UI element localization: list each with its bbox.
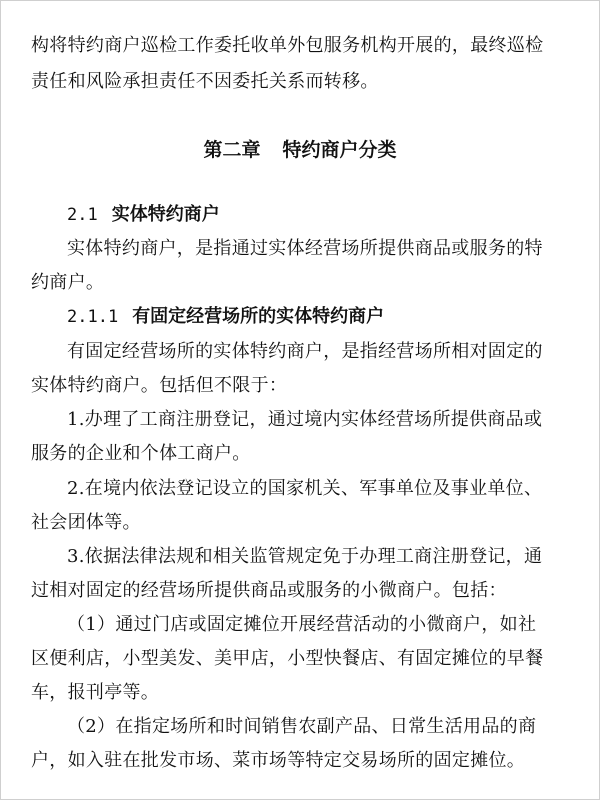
sub-item-1-line-2: 区便利店，小型美发、美甲店，小型快餐店、有固定摊位的早餐 bbox=[31, 648, 544, 669]
section-2-1-1-heading bbox=[67, 305, 384, 329]
sub-item-2-line-2: 户，如入驻在批发市场、菜市场等特定交易场所的固定摊位。 bbox=[31, 750, 526, 771]
sub-item-2-line-1: （2）在指定场所和时间销售农副产品、日常生活用品的商 bbox=[67, 716, 537, 737]
chapter-heading bbox=[1, 138, 599, 162]
sub-item-1-line-1: （1）通过门店或固定摊位开展经营活动的小微商户，如社 bbox=[67, 614, 537, 635]
list-item-3-line-2: 过相对固定的经营场所提供商品或服务的小微商户。包括： bbox=[31, 580, 507, 601]
paragraph-line: 实体特约商户。包括但不限于： bbox=[31, 375, 288, 396]
chapter-number: 第二章 bbox=[203, 139, 261, 161]
chapter-title: 特约商户分类 bbox=[282, 139, 397, 161]
section-2-1-1-number: 2.1.1 bbox=[67, 307, 119, 327]
sub-item-1-line-3: 车，报刊亭等。 bbox=[31, 682, 160, 703]
list-item-1-line-2: 服务的企业和个体工商户。 bbox=[31, 443, 251, 464]
section-2-1-line-1: 实体特约商户，是指通过实体经营场所提供商品或服务的特 bbox=[67, 238, 543, 259]
section-2-1-number: 2.1 bbox=[67, 205, 98, 225]
section-2-1-1-title: 有固定经营场所的实体特约商户 bbox=[132, 306, 385, 327]
intro-line-1: 构将特约商户巡检工作委托收单外包服务机构开展的，最终巡检 bbox=[31, 35, 544, 56]
list-item-3-line-1: 3.依据法律法规和相关监管规定免于办理工商注册登记，通 bbox=[67, 546, 543, 567]
intro-line-2: 责任和风险承担责任不因委托关系而转移。 bbox=[31, 71, 379, 92]
list-item-2-line-2: 社会团体等。 bbox=[31, 512, 141, 533]
section-2-1-line-2: 约商户。 bbox=[31, 272, 105, 293]
section-2-1-title: 实体特约商户 bbox=[111, 204, 220, 225]
list-item-2-line-1: 2.在境内依法登记设立的国家机关、军事单位及事业单位、 bbox=[67, 478, 543, 499]
list-item-1-line-1: 1.办理了工商注册登记，通过境内实体经营场所提供商品或 bbox=[67, 409, 543, 430]
paragraph-line: 有固定经营场所的实体特约商户，是指经营场所相对固定的 bbox=[67, 341, 543, 362]
section-2-1-heading bbox=[67, 203, 220, 227]
